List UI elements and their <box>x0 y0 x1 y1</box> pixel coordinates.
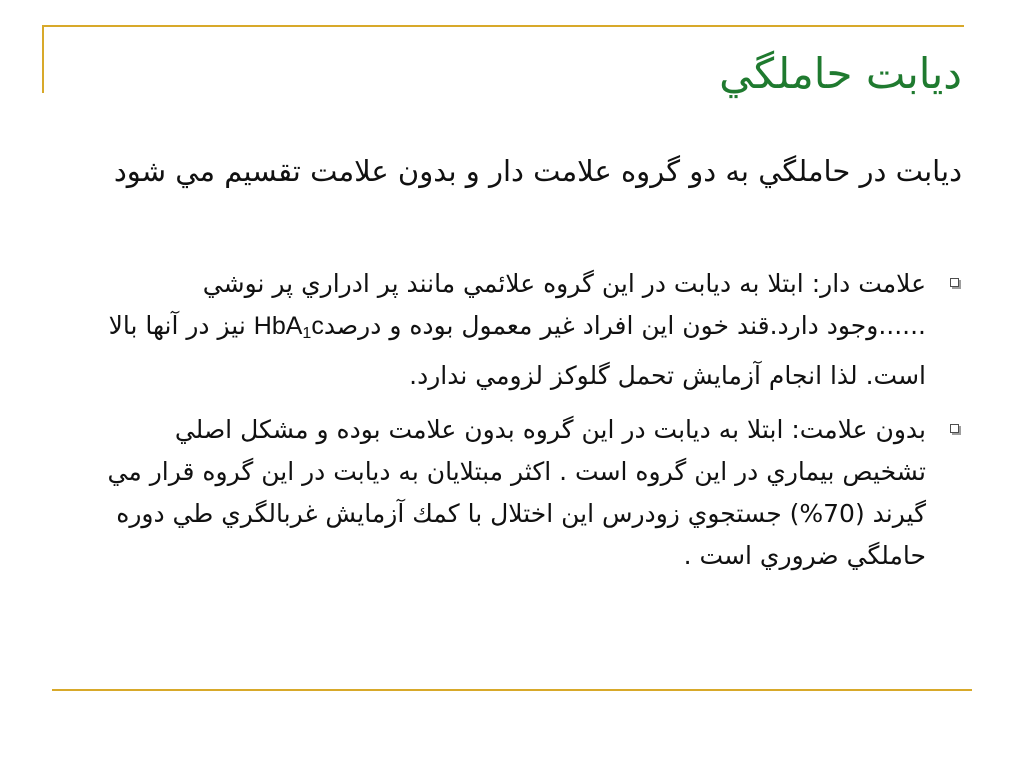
slide-title: ديابت حاملگي <box>719 49 962 98</box>
bullet-item-without-symptoms <box>102 409 962 577</box>
hba1c-tail: c <box>311 312 324 340</box>
hba1c-term <box>254 312 324 340</box>
bullet-text-with-symptoms <box>102 263 926 397</box>
frame-left-line <box>42 25 44 93</box>
frame-bottom-line <box>52 689 972 691</box>
square-bullet-icon <box>950 278 959 287</box>
intro-paragraph: ديابت در حاملگي به دو گروه علامت دار و بدون علامت تقسيم مي شود <box>113 154 962 188</box>
bullet-list <box>102 263 962 577</box>
bullet-text-after: نيز در آنها بالا است. لذا انجام آزمايش تحمل گلوكز لزومي ندارد. <box>108 311 926 390</box>
hba1c-subscript: 1 <box>302 325 312 342</box>
bullet-text-without-symptoms: بدون علامت: ابتلا به ديابت در اين گروه بدون علامت بوده و مشكل اصلي تشخيص بيماري در اين گروه است . اكثر مبتلايان به ديابت در اين گروه قرار مي گيرند (70%) جستجوي زودرس اين اختلال با كمك آزمايش غربالگري طي دوره حاملگي ضروري است . <box>107 415 926 570</box>
bullet-item-with-symptoms <box>102 263 962 397</box>
hba1c-main: HbA <box>253 312 303 340</box>
frame-top-line <box>42 25 964 27</box>
bullet-text-before: علامت دار: ابتلا به ديابت در اين گروه علائمي مانند پر ادراري پر نوشي ......وجود دارد.قند خون اين افراد غير معمول بوده و درصد <box>202 269 926 340</box>
square-bullet-icon <box>950 424 959 433</box>
